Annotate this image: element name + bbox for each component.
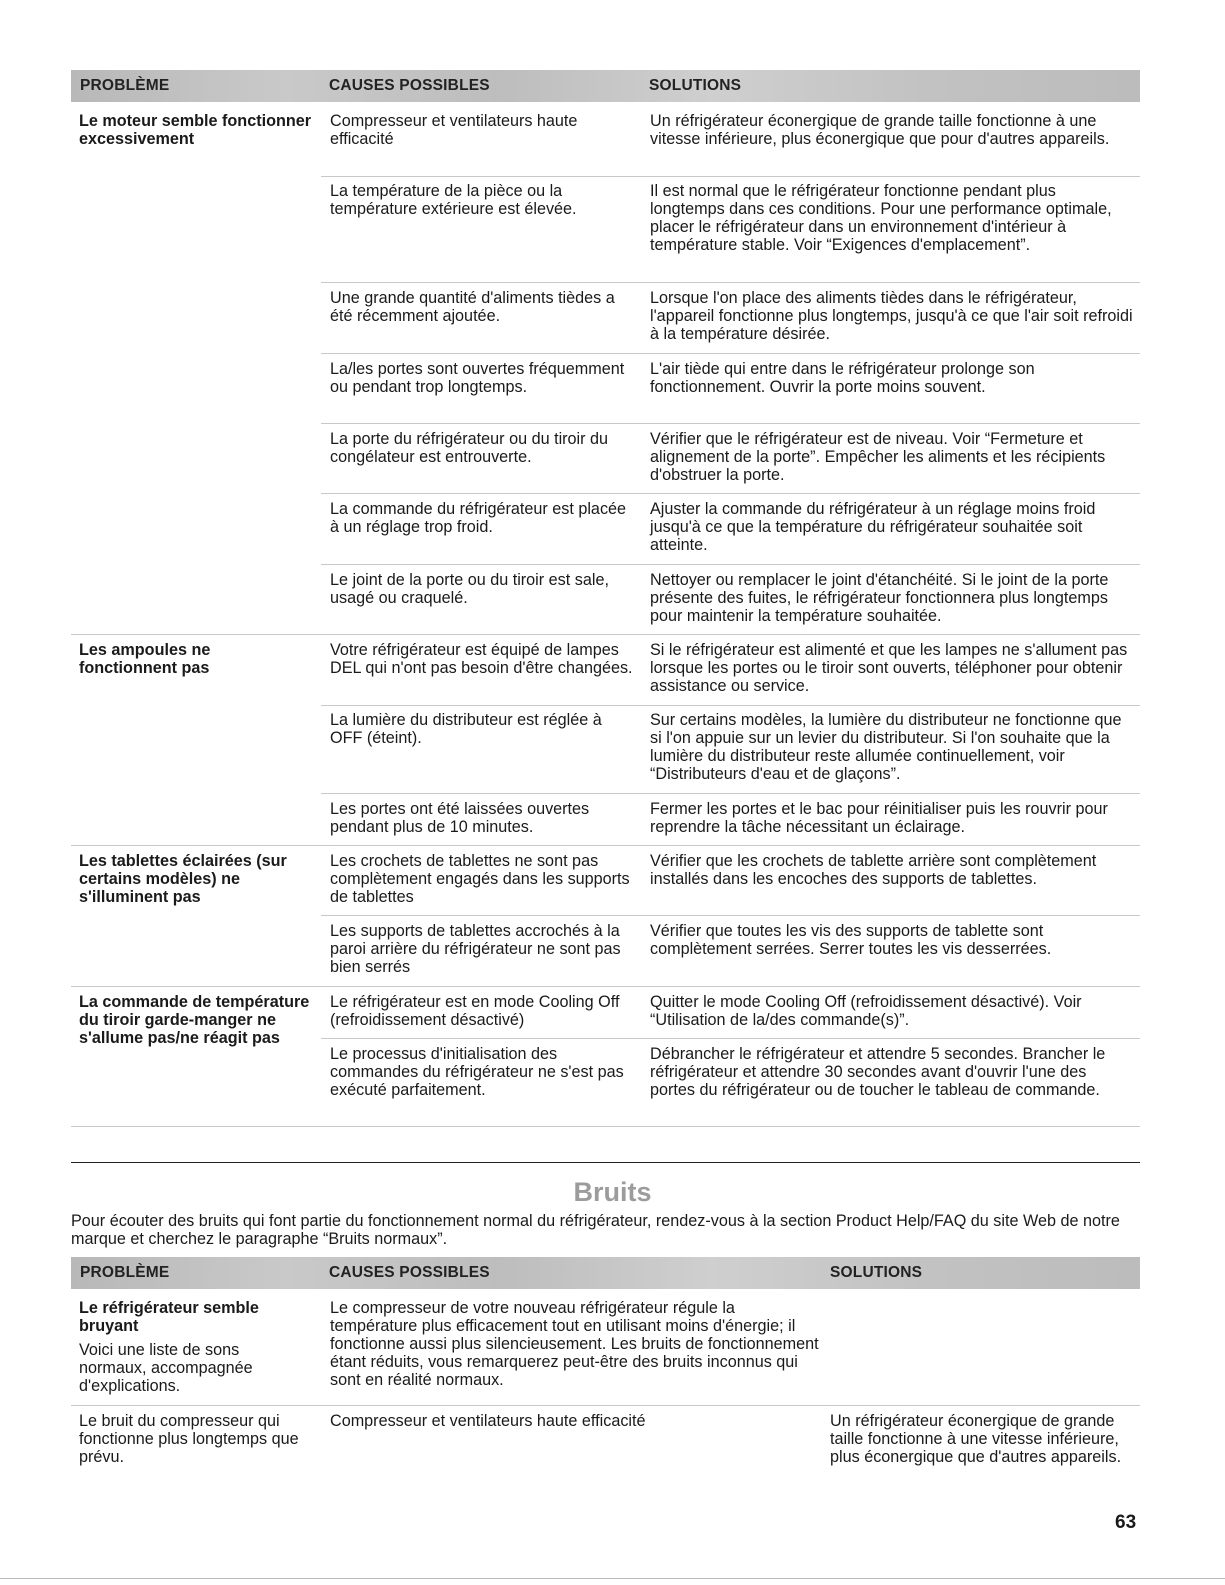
solution-cell: Si le réfrigérateur est alimenté et que les lampes ne s'allument pas lorsque les portes ou le tiroir sont ouverts, téléphoner pour obtenir assistance ou service. bbox=[650, 641, 1128, 695]
page-bottom-edge bbox=[0, 1578, 1225, 1579]
cause-cell: Une grande quantité d'aliments tièdes a été récemment ajoutée. bbox=[330, 289, 615, 325]
cause-cell: Votre réfrigérateur est équipé de lampes DEL qui n'ont pas besoin d'être changées. bbox=[330, 641, 633, 677]
cause-cell: Le processus d'initialisation des commandes du réfrigérateur ne s'est pas exécuté parfaitement. bbox=[330, 1045, 624, 1099]
row-divider bbox=[71, 1405, 1140, 1406]
solution-cell: Vérifier que toutes les vis des supports de tablette sont complètement serrées. Serrer toutes les vis desserrées. bbox=[650, 922, 1052, 958]
cause-cell: La porte du réfrigérateur ou du tiroir du congélateur est entrouverte. bbox=[330, 430, 609, 466]
row-divider bbox=[71, 634, 1140, 635]
solution-cell: Ajuster la commande du réfrigérateur à un réglage moins froid jusqu'à ce que la température du réfrigérateur souhaitée soit atteinte. bbox=[650, 500, 1096, 554]
row-divider bbox=[321, 915, 1140, 916]
solution-cell: Débrancher le réfrigérateur et attendre 5 secondes. Brancher le réfrigérateur et attendre 30 secondes avant d'ouvrir l'une des portes du réfrigérateur ou de toucher le tableau de commande. bbox=[650, 1045, 1106, 1099]
cause-cell: Le compresseur de votre nouveau réfrigérateur régule la température plus efficacement tout en utilisant moins d'énergie; il fonctionne aussi plus silencieusement. Les bruits de fonctionnement étant réduits, vous remarquerez peut-être des bruits inconnus qui sont en réalité normaux. bbox=[330, 1299, 819, 1389]
header-solutions: SOLUTIONS bbox=[649, 77, 742, 94]
row-divider bbox=[71, 845, 1140, 846]
cause-cell: La température de la pièce ou la température extérieure est élevée. bbox=[330, 182, 577, 218]
cause-cell: Les supports de tablettes accrochés à la paroi arrière du réfrigérateur ne sont pas bien serrés bbox=[330, 922, 621, 976]
section-intro: Pour écouter des bruits qui font partie du fonctionnement normal du réfrigérateur, rendez-vous à la section Product Help/FAQ du site Web de notre marque et cherchez le paragraphe “Bruits normaux”. bbox=[71, 1212, 1120, 1248]
cause-cell: Les portes ont été laissées ouvertes pendant plus de 10 minutes. bbox=[330, 800, 590, 836]
problem-pantry-control: La commande de température du tiroir garde-manger ne s'allume pas/ne réagit pas bbox=[79, 993, 310, 1047]
section-separator bbox=[71, 1162, 1140, 1163]
cause-cell: Les crochets de tablettes ne sont pas complètement engagés dans les supports de tablettes bbox=[330, 852, 630, 906]
row-divider bbox=[71, 986, 1140, 987]
problem-bulbs: Les ampoules ne fonctionnent pas bbox=[79, 641, 211, 677]
solution-cell: Fermer les portes et le bac pour réinitialiser puis les rouvrir pour reprendre la tâche nécessitant un éclairage. bbox=[650, 800, 1108, 836]
solution-cell: L'air tiède qui entre dans le réfrigérateur prolonge son fonctionnement. Ouvrir la porte moins souvent. bbox=[650, 360, 1035, 396]
cause-cell: La/les portes sont ouvertes fréquemment ou pendant trop longtemps. bbox=[330, 360, 625, 396]
problem-shelves: Les tablettes éclairées (sur certains modèles) ne s'illuminent pas bbox=[79, 852, 287, 906]
solution-cell: Vérifier que le réfrigérateur est de niveau. Voir “Fermeture et alignement de la porte”. Empêcher les aliments et les récipients d'obstruer la porte. bbox=[650, 430, 1106, 484]
problem-compressor-noise: Le bruit du compresseur qui fonctionne plus longtemps que prévu. bbox=[79, 1412, 299, 1466]
header-causes: CAUSES POSSIBLES bbox=[329, 77, 490, 94]
row-divider bbox=[321, 176, 1140, 177]
table-bottom-rule bbox=[71, 1126, 1140, 1127]
row-divider bbox=[321, 282, 1140, 283]
header-solutions: SOLUTIONS bbox=[830, 1264, 923, 1281]
solution-cell: Vérifier que les crochets de tablette arrière sont complètement installés dans les encoches des supports de tablettes. bbox=[650, 852, 1097, 888]
row-divider bbox=[321, 423, 1140, 424]
cause-cell: Compresseur et ventilateurs haute efficacité bbox=[330, 1412, 646, 1430]
cause-cell: Compresseur et ventilateurs haute efficacité bbox=[330, 112, 578, 148]
cause-cell: La lumière du distributeur est réglée à OFF (éteint). bbox=[330, 711, 602, 747]
problem-noisy-note: Voici une liste de sons normaux, accompagnée d'explications. bbox=[79, 1341, 253, 1395]
problem-motor: Le moteur semble fonctionner excessivement bbox=[79, 112, 312, 148]
row-divider bbox=[321, 564, 1140, 565]
cause-cell: Le joint de la porte ou du tiroir est sale, usagé ou craquelé. bbox=[330, 571, 609, 607]
header-probleme: PROBLÈME bbox=[80, 77, 170, 94]
header-causes: CAUSES POSSIBLES bbox=[329, 1264, 490, 1281]
row-divider bbox=[321, 1038, 1140, 1039]
solution-cell: Quitter le mode Cooling Off (refroidissement désactivé). Voir “Utilisation de la/des commande(s)”. bbox=[650, 993, 1082, 1029]
cause-cell: La commande du réfrigérateur est placée à un réglage trop froid. bbox=[330, 500, 627, 536]
table1-header bbox=[71, 70, 1140, 102]
solution-cell: Un réfrigérateur éconergique de grande taille fonctionne à une vitesse inférieure, plus éconergique que pour d'autres appareils. bbox=[650, 112, 1110, 148]
page-number: 63 bbox=[1115, 1512, 1137, 1533]
row-divider bbox=[321, 493, 1140, 494]
row-divider bbox=[321, 705, 1140, 706]
solution-cell: Sur certains modèles, la lumière du distributeur ne fonctionne que si l'on appuie sur un levier du distributeur. Si l'on souhaite que la lumière du distributeur reste allumée continuellement, voir “Distributeurs d'eau et de glaçons”. bbox=[650, 711, 1122, 783]
row-divider bbox=[321, 353, 1140, 354]
solution-cell: Il est normal que le réfrigérateur fonctionne pendant plus longtemps dans ces conditions. Pour une performance optimale, placer le réfrigérateur dans un environnement d'intérieur à température stable. Voir “Exigences d'emplacement”. bbox=[650, 182, 1112, 254]
cause-cell: Le réfrigérateur est en mode Cooling Off (refroidissement désactivé) bbox=[330, 993, 620, 1029]
solution-cell: Nettoyer ou remplacer le joint d'étanchéité. Si le joint de la porte présente des fuites, le réfrigérateur fonctionnera plus longtemps pour maintenir la température souhaitée. bbox=[650, 571, 1109, 625]
table2-header bbox=[71, 1257, 1140, 1289]
problem-noisy: Le réfrigérateur semble bruyant bbox=[79, 1299, 259, 1335]
solution-cell: Lorsque l'on place des aliments tièdes dans le réfrigérateur, l'appareil fonctionne plus longtemps, jusqu'à ce que l'air soit refroidi à la température désirée. bbox=[650, 289, 1133, 343]
solution-cell: Un réfrigérateur éconergique de grande taille fonctionne à une vitesse inférieure, plus éconergique que d'autres appareils. bbox=[830, 1412, 1122, 1466]
row-divider bbox=[321, 793, 1140, 794]
section-title: Bruits bbox=[573, 1177, 652, 1207]
header-probleme: PROBLÈME bbox=[80, 1264, 170, 1281]
